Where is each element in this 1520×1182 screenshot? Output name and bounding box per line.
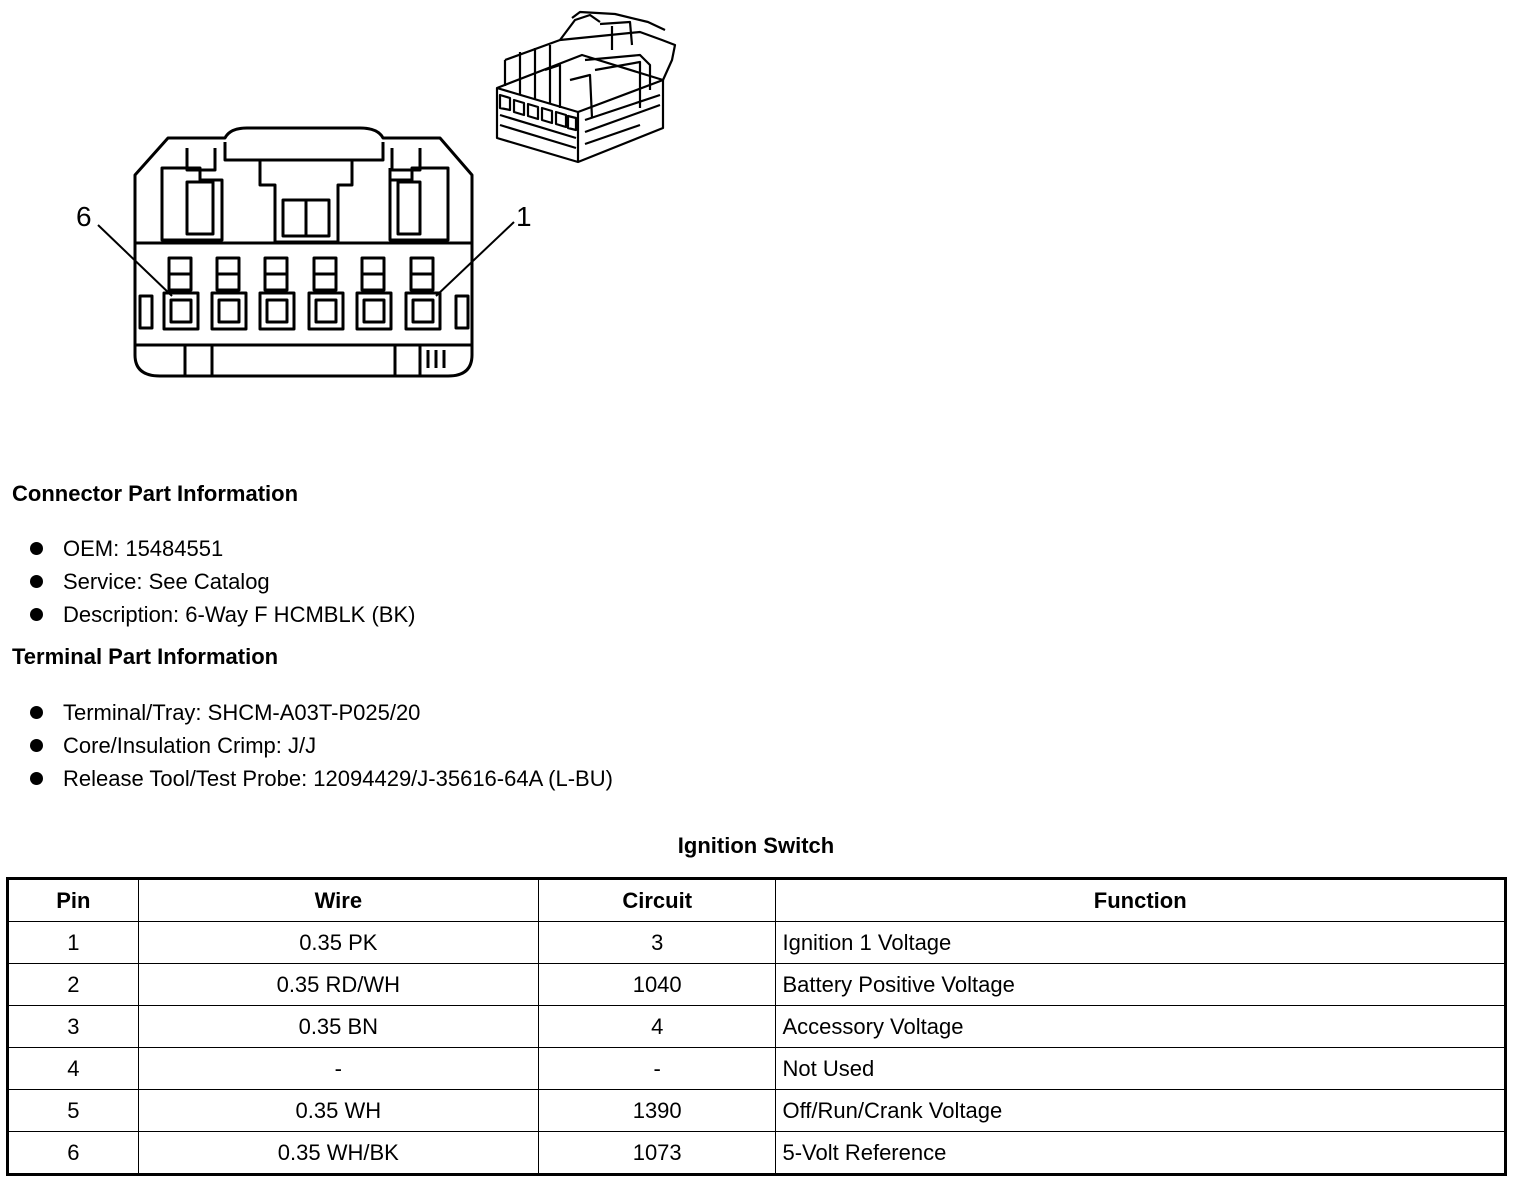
function-cell: Accessory Voltage	[776, 1006, 1506, 1048]
table-row	[8, 1006, 1506, 1048]
circuit-cell: 4	[538, 1006, 776, 1048]
terminal-part-info-list	[30, 696, 613, 795]
list-item-text: Service: See Catalog	[63, 569, 270, 594]
pin-cell: 3	[8, 1006, 139, 1048]
table-row	[8, 1048, 1506, 1090]
column-header-circuit: Circuit	[538, 879, 776, 922]
bullet-icon	[30, 608, 43, 621]
cavity-2	[357, 258, 391, 329]
connector-isometric-view	[497, 12, 675, 162]
bullet-icon	[30, 772, 43, 785]
function-cell: Not Used	[776, 1048, 1506, 1090]
pin-cell: 6	[8, 1132, 139, 1175]
circuit-cell: 1073	[538, 1132, 776, 1175]
wire-cell: 0.35 RD/WH	[138, 964, 538, 1006]
bullet-icon	[30, 739, 43, 752]
circuit-cell: 1390	[538, 1090, 776, 1132]
connector-diagram	[0, 0, 760, 420]
wire-cell: 0.35 WH	[138, 1090, 538, 1132]
cavity-1	[406, 258, 440, 329]
cavity-3	[309, 258, 343, 329]
circuit-cell: 3	[538, 922, 776, 964]
bullet-icon	[30, 706, 43, 719]
connector-face-view	[76, 128, 532, 376]
cavity-5	[212, 258, 246, 329]
pin-cell: 1	[8, 922, 139, 964]
list-item-text: Terminal/Tray: SHCM-A03T-P025/20	[63, 700, 421, 725]
wire-cell: 0.35 WH/BK	[138, 1132, 538, 1175]
list-item	[30, 598, 415, 631]
list-item	[30, 565, 415, 598]
bullet-icon	[30, 542, 43, 555]
list-item	[30, 762, 613, 795]
column-header-pin: Pin	[8, 879, 139, 922]
pin-6-label: 6	[76, 201, 92, 232]
connector-part-info-title: Connector Part Information	[12, 481, 299, 506]
function-cell: Off/Run/Crank Voltage	[776, 1090, 1506, 1132]
bullet-icon	[30, 575, 43, 588]
list-item-text: Core/Insulation Crimp: J/J	[63, 733, 317, 758]
function-cell: Battery Positive Voltage	[776, 964, 1506, 1006]
table-row	[8, 922, 1506, 964]
function-cell: Ignition 1 Voltage	[776, 922, 1506, 964]
wire-cell: 0.35 BN	[138, 1006, 538, 1048]
list-item-text: OEM: 15484551	[63, 536, 224, 561]
column-header-wire: Wire	[138, 879, 538, 922]
column-header-function: Function	[776, 879, 1506, 922]
pin-cell: 4	[8, 1048, 139, 1090]
cavity-4	[260, 258, 294, 329]
table-header-row	[8, 879, 1506, 922]
pin-1-label: 1	[516, 201, 532, 232]
list-item-text: Description: 6-Way F HCMBLK (BK)	[63, 602, 416, 627]
list-item	[30, 729, 613, 762]
circuit-cell: 1040	[538, 964, 776, 1006]
pinout-table	[6, 877, 1507, 1176]
connector-part-info-list	[30, 532, 415, 631]
table-row	[8, 1132, 1506, 1175]
circuit-cell: -	[538, 1048, 776, 1090]
wire-cell: -	[138, 1048, 538, 1090]
pin-cell: 5	[8, 1090, 139, 1132]
table-row	[8, 1090, 1506, 1132]
pin-cell: 2	[8, 964, 139, 1006]
list-item-text: Release Tool/Test Probe: 12094429/J-35616-64A (L-BU)	[63, 766, 613, 791]
wire-cell: 0.35 PK	[138, 922, 538, 964]
terminal-part-info-title: Terminal Part Information	[12, 644, 279, 669]
list-item	[30, 696, 613, 729]
list-item	[30, 532, 415, 565]
table-title: Ignition Switch	[677, 833, 835, 858]
function-cell: 5-Volt Reference	[776, 1132, 1506, 1175]
table-row	[8, 964, 1506, 1006]
